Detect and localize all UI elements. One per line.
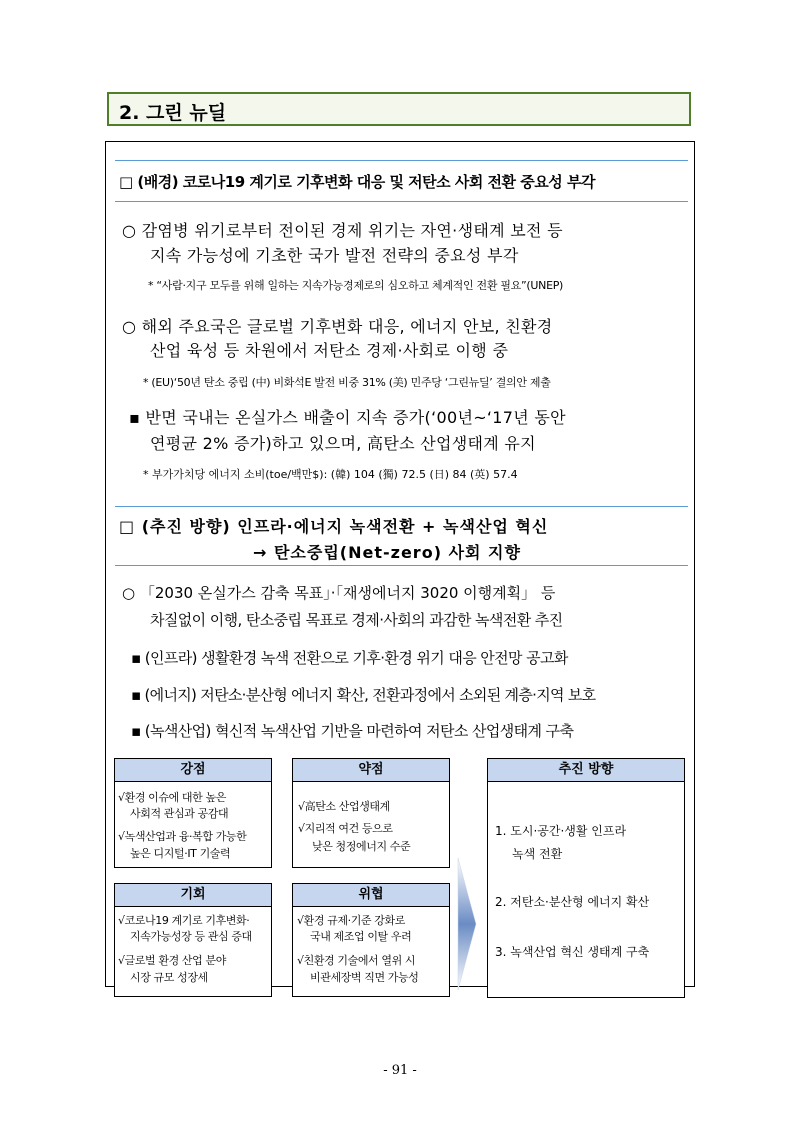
plan-item-1-line-1: 1. 도시·공간·생활 인프라	[495, 824, 627, 838]
section-title: 2. 그린 뉴딜	[119, 102, 227, 124]
strength-title: 강점	[114, 758, 272, 782]
plan-item-2: 2. 저탄소·분산형 에너지 확산	[495, 895, 650, 909]
dir-point-2: ▪ (인프라) 생활환경 녹색 전환으로 기후·환경 위기 대응 안전망 공고화	[131, 649, 568, 667]
bg-point-2-line-2: 산업 육성 등 차원에서 저탄소 경제·사회로 이행 중	[150, 341, 509, 360]
bg-point-1-note: * “사람·지구 모두를 위해 일하는 지속가능경제로의 심오하고 체계적인 전환 필요”(UNEP)	[148, 279, 564, 292]
weakness-line-1: √高탄소 산업생태계	[298, 800, 390, 813]
direction-heading-bar	[115, 506, 688, 566]
dir-point-4: ▪ (녹색산업) 혁신적 녹색산업 기반을 마련하여 저탄소 산업생태계 구축	[131, 722, 574, 740]
page-number: - 91 -	[383, 1063, 417, 1078]
opportunity-line-1: √코로나19 계기로 기후변화·	[118, 914, 250, 927]
bg-point-1-line-2: 지속 가능성에 기초한 국가 발전 전략의 중요성 부각	[150, 246, 519, 265]
strength-line-2: 사회적 관심과 공감대	[130, 807, 229, 820]
background-heading-bar	[115, 160, 688, 202]
threat-line-2: 국내 제조업 이탈 우려	[310, 930, 412, 943]
dir-point-1-line-1: ○ 「2030 온실가스 감축 목표」·「재생에너지 3020 이행계획」 등	[122, 584, 556, 602]
threat-line-4: 비관세장벽 직면 가능성	[310, 971, 419, 984]
background-heading: □ (배경) 코로나19 계기로 기후변화 대응 및 저탄소 사회 전환 중요성 부각	[119, 173, 595, 191]
plan-title: 추진 방향	[487, 758, 685, 782]
bg-point-3-note: * 부가가치당 에너지 소비(toe/백만$): (韓) 104 (獨) 72.5 (日) 84 (英) 57.4	[143, 468, 518, 481]
weakness-line-3: 낮은 청정에너지 수준	[312, 840, 411, 853]
direction-heading-line-1: □ (추진 방향) 인프라·에너지 녹색전환 + 녹색산업 혁신	[119, 517, 549, 536]
weakness-title: 약점	[292, 758, 450, 782]
opportunity-title: 기회	[114, 883, 272, 907]
opportunity-line-3: √글로벌 환경 산업 분야	[118, 954, 226, 967]
section-title-box	[107, 92, 691, 126]
strength-line-1: √환경 이슈에 대한 높은	[118, 791, 226, 804]
threat-line-3: √친환경 기술에서 열위 시	[297, 954, 416, 967]
plan-box	[487, 758, 685, 998]
direction-heading-line-2: → 탄소중립(Net-zero) 사회 지향	[253, 543, 521, 562]
opportunity-line-2: 지속가능성장 등 관심 증대	[130, 930, 252, 943]
bg-point-1-line-1: ○ 감염병 위기로부터 전이된 경제 위기는 자연·생태계 보전 등	[122, 221, 563, 240]
opportunity-line-4: 시장 규모 성장세	[130, 971, 208, 984]
right-arrow-icon	[456, 858, 478, 990]
bg-point-3-line-1: ▪ 반면 국내는 온실가스 배출이 지속 증가(‘00년~‘17년 동안	[129, 408, 566, 427]
bg-point-2-note: * (EU)‘50년 탄소 중립 (中) 비화석E 발전 비중 31% (美) 민주당 ‘그린뉴딜’ 결의안 제출	[143, 376, 551, 389]
dir-point-3: ▪ (에너지) 저탄소·분산형 에너지 확산, 전환과정에서 소외된 계층·지역 보호	[131, 686, 596, 704]
bg-point-2-line-1: ○ 해외 주요국은 글로벌 기후변화 대응, 에너지 안보, 친환경	[122, 317, 553, 336]
dir-point-1-line-2: 차질없이 이행, 탄소중립 목표로 경제·사회의 과감한 녹색전환 추진	[150, 611, 563, 629]
plan-item-3: 3. 녹색산업 혁신 생태계 구축	[495, 945, 650, 959]
threat-title: 위협	[292, 883, 450, 907]
strength-line-4: 높은 디지털·IT 기술력	[130, 847, 231, 860]
threat-line-1: √환경 규제·기준 강화로	[297, 914, 405, 927]
bg-point-3-line-2: 연평균 2% 증가)하고 있으며, 高탄소 산업생태계 유지	[150, 434, 536, 453]
weakness-line-2: √지리적 여건 등으로	[298, 822, 393, 835]
strength-line-3: √녹색산업과 융·복합 가능한	[118, 830, 247, 843]
plan-item-1-line-2: 녹색 전환	[512, 847, 563, 861]
